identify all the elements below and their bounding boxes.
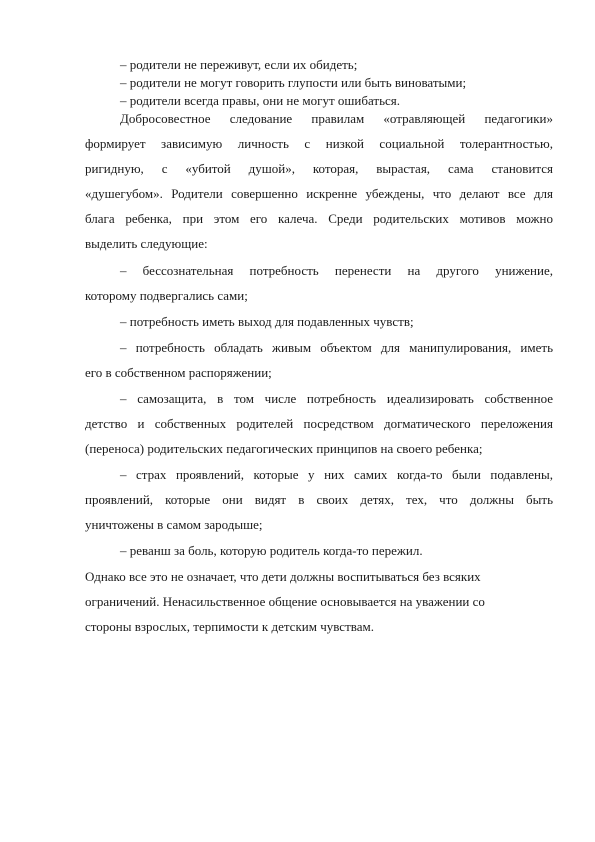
text-line: – потребность иметь выход для подавленных чувств; — [120, 314, 414, 329]
text-line: – бессознательная потребность перенести на другого унижение, — [120, 263, 553, 278]
text-line: – страх проявлений, которые у них самих когда-то были подавлены, — [120, 467, 553, 482]
text-line: – самозащита, в том числе потребность идеализировать собственное — [120, 391, 553, 406]
text-line: стороны взрослых, терпимости к детским чувствам. — [85, 619, 374, 634]
text-line: – потребность обладать живым объектом для манипулирования, иметь — [120, 340, 553, 355]
text-line: «душегубом». Родители совершенно искренне убеждены, что делают все для — [85, 186, 553, 201]
text-line: ограничений. Ненасильственное общение основывается на уважении со — [85, 594, 485, 609]
text-line: (переноса) родительских педагогических принципов на своего ребенка; — [85, 441, 483, 456]
text-line: его в собственном распоряжении; — [85, 365, 272, 380]
text-line: Добросовестное следование правилам «отравляющей педагогики» — [120, 111, 553, 126]
text-line: – родители не переживут, если их обидеть; — [120, 57, 358, 72]
text-line: детство и собственных родителей посредством догматического переложения — [85, 416, 553, 431]
text-line: Однако все это не означает, что дети должны воспитываться без всяких — [85, 569, 481, 584]
text-line: проявлений, которые они видят в своих детях, тех, что должны быть — [85, 492, 553, 507]
text-line: – родители всегда правы, они не могут ошибаться. — [120, 93, 401, 108]
text-line: выделить следующие: — [85, 236, 208, 251]
text-line: – родители не могут говорить глупости или быть виноватыми; — [120, 75, 467, 90]
text-line: ригидную, с «убитой душой», которая, вырастая, сама становится — [85, 161, 553, 176]
text-line: формирует зависимую личность с низкой социальной толерантностью, — [85, 136, 553, 151]
text-line: – реванш за боль, которую родитель когда-то пережил. — [120, 543, 423, 558]
text-line: которому подвергались сами; — [85, 288, 248, 303]
text-line: уничтожены в самом зародыше; — [85, 517, 263, 532]
text-line: блага ребенка, при этом его калеча. Среди родительских мотивов можно — [85, 211, 553, 226]
